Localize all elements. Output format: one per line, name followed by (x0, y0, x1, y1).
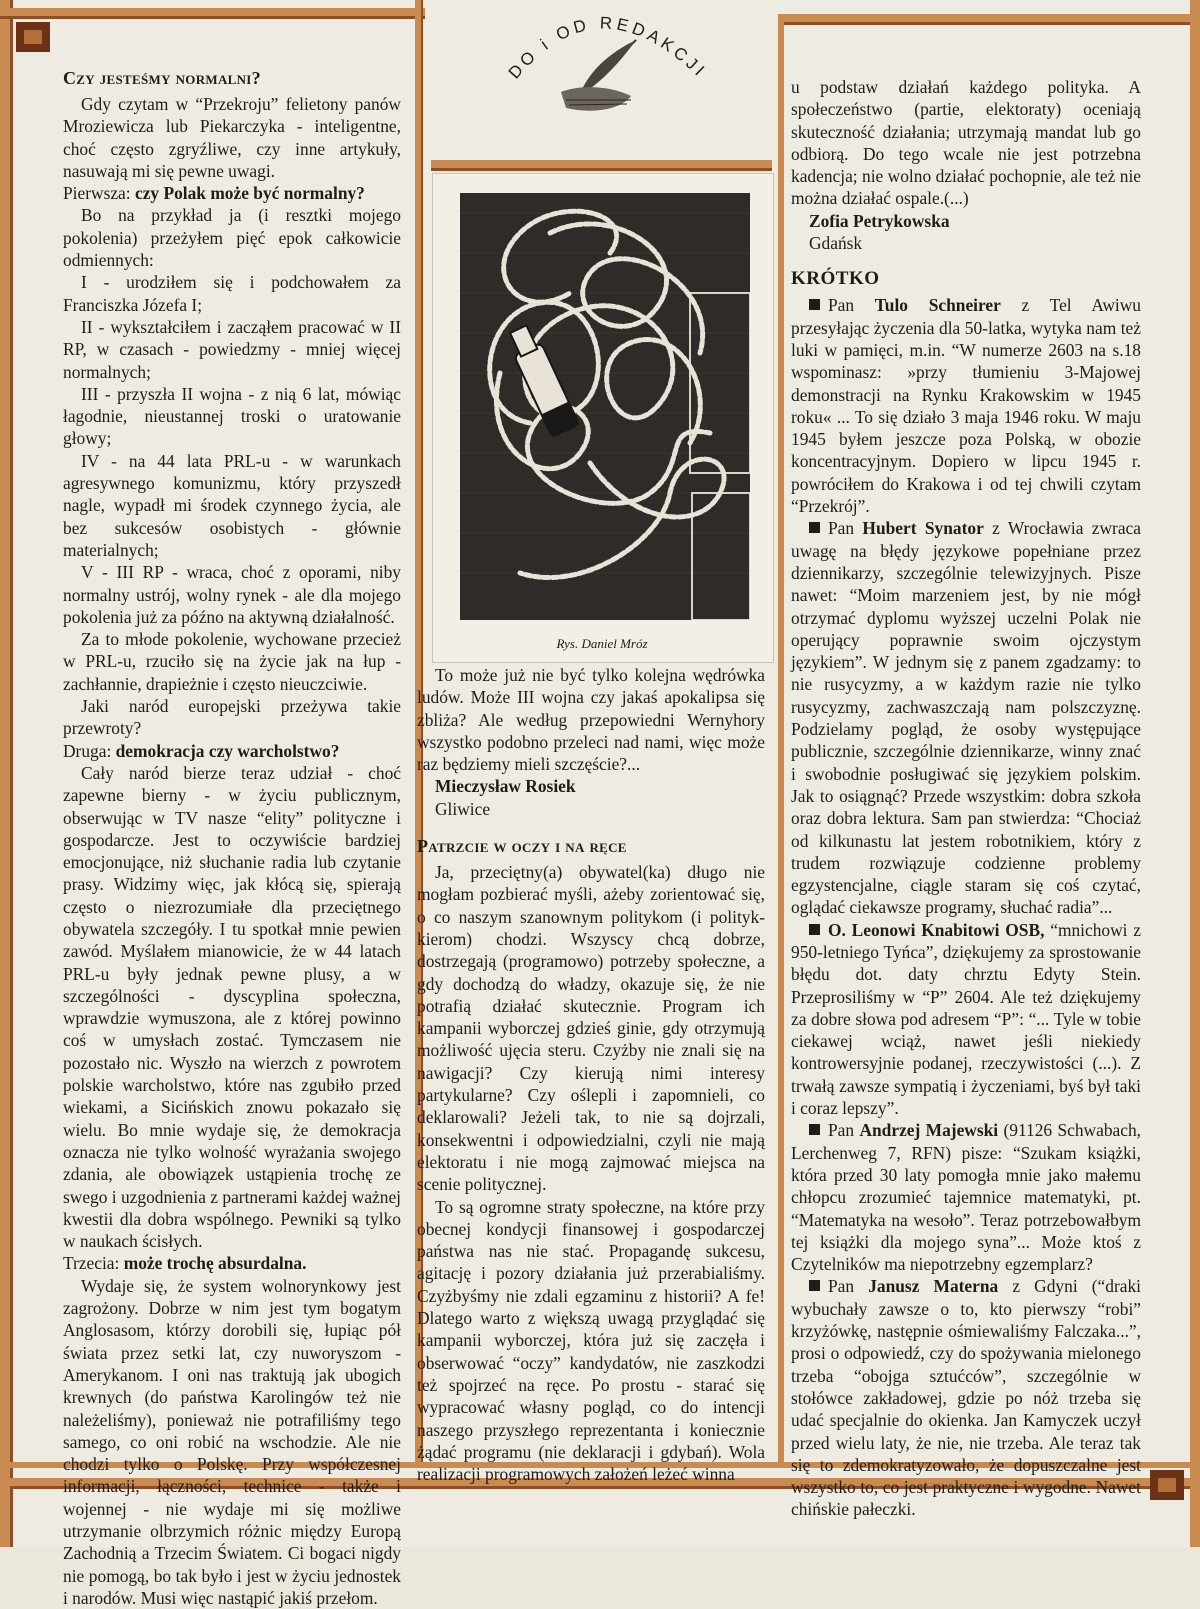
square-bullet-icon (809, 1280, 820, 1291)
q3-text: może trochę absurdalna. (123, 1253, 307, 1274)
square-bullet-icon (809, 924, 820, 935)
q1-lead: Pierwsza: (63, 183, 135, 204)
left-paragraph: I - urodziłem się i podchowałem za Franciszka Józefa I; (63, 272, 401, 315)
right-col-divider (778, 14, 784, 1462)
left-paragraph: Wydaje się, że system wolnorynkowy jest zagrożony. Dobrze w nim jest tym bogatym Anglosasom, którzy dorobili się, łupiąc pół świata przez setki lat, czy nuworyszom - Amerykanom. I oni nas traktują jak ubogich krewnych (do państwa Karolingów też nie należeliśmy), ponieważ nie potrafiliśmy tego samego, co oni robić na wschodzie. Ale nie chodzi tylko o Polskę. Przy współczesnej informacji, łączności, technice - także i wojennej - nie wydaje mi się możliwe utrzymanie olbrzymich różnic między Europą Zachodnią a Trzecim Światem. Ci bogaci nigdy nie pomogą, bo tak było i jest w życiu jednostek i narodów. Musi więc nastąpić jakiś przełom. (63, 1275, 401, 1608)
q2-text: demokracja czy warcholstwo? (115, 740, 340, 761)
square-bullet-icon (809, 299, 820, 310)
top-right-frame-strip (778, 14, 1200, 22)
item-text: z Wrocławia zwraca uwagę na błędy językowe popełniane przez dziennikarzy, szczególnie telewizyjnych. Pisze nawet: “Moim marzeniem jest, by nie mógł otrzymać dyplomu wyższej uczelni Polak nie operujący poprawnie swoim ojczystym językiem”. W jednym się z panem zgadzamy: to nie rusycyzmy, a w każdym razie nie tylko rusycyzmy, zachwaszczają nam polszczyznę. Podzielamy pogląd, że osoby występujące publicznie, szczególnie dziennikarze, winny znać i swobodnie posługiwać się językiem polskim. Jak to osiągnąć? Przede wszystkim: dobra szkoła oraz dobra lektura. Sam pan stwierdza: “Chociaż od kilkunastu lat jestem robotnikiem, który z trudem rozwiązuje codzienne problemy egzystencjalne, ciągle staram się coś czytać, oglądać ciekawsze programy, słuchać radia”... (791, 518, 1141, 918)
left-paragraph: IV - na 44 lata PRL-u - w warunkach agresywnego komunizmu, który przyszedł nagle, wypadł mi środek czynnego życia, ale bez sukcesów osobistych - głównie materialnych; (63, 450, 401, 560)
middle-paragraph: Ja, przeciętny(a) obywatel(ka) długo nie mogłam pozbierać myśli, ażeby zorientować się, o co naszym szanownym politykom (i polityk-kierom) chodzi. Wszyscy chcą dobrze, dostrzegają (programowo) potrzeby społeczne, a gdy dochodzą do władzy, okazuje się, że nie potrafią działać skutecznie. Program ich kampanii wyborczej gdzieś ginie, gdy otrzymują możliwość ujęcia steru. Czyżby nie znali się na nawigacji? Czy kierują nimi interesy partykularne? Czy oślepli i zapomnieli, co deklarowali? Jeżeli tak, to nie są dojrzali, konsekwentni i odpowiedzialni, czyli nie mają elektoratu i nie mogą zajmować miejsca na scenie politycznej. (417, 862, 765, 1195)
krotko-item (791, 919, 1141, 1120)
krotko-item (791, 1275, 1141, 1520)
item-lead: Pan (828, 518, 863, 539)
middle-signature-name: Mieczysław Rosiek (435, 776, 576, 797)
middle-signature-city: Gliwice (435, 798, 491, 819)
illustration-caption: Rys. Daniel Mróz (556, 636, 648, 651)
top-left-frame-inner (0, 16, 425, 19)
left-paragraph: Bo na przykład ja (i resztki mojego pokolenia) przeżyłem pięć epok całkowicie odmiennych: (63, 205, 401, 271)
illustration-svg (460, 193, 750, 620)
middle-paragraph: To może już nie być tylko kolejna wędrówka ludów. Może III wojna czy jakaś apokalipsa się zbliża? Ale według przepowiedni Wernyhory wszystko podobno przeleci nad nami, więc może raz będziemy mieli szczęście?... (417, 665, 765, 775)
item-name: Janusz Materna (868, 1276, 999, 1297)
right-signature-name: Zofia Petrykowska (809, 210, 950, 231)
krotko-item (791, 294, 1141, 517)
left-paragraph: III - przyszła II wojna - z nią 6 lat, mówiąc łagodnie, nieustannej troski o uratowanie głowy; (63, 383, 401, 449)
top-right-frame-inner (778, 22, 1200, 25)
square-bullet-icon (809, 522, 820, 533)
left-paragraph: Gdy czytam w “Przekroju” felietony panów Mroziewicza lub Piekarczyka - inteligentne, choć często zgryźliwe, czy inne artykuły, nasuwają mi się pewne uwagi. (63, 94, 401, 181)
left-frame-strip (0, 0, 10, 1547)
corner-ornament-top-left-accent (24, 30, 42, 44)
left-paragraph: Za to młode pokolenie, wychowane przecież w PRL-u, rzuciło się na życie jak na łup - zachłannie, drapieżnie i często nieuczciwie. (63, 629, 401, 694)
q2-lead: Druga: (63, 740, 116, 761)
item-lead: Pan (828, 1120, 860, 1141)
item-lead: Pan (828, 295, 875, 316)
left-column (63, 68, 401, 1609)
left-paragraph: V - III RP - wraca, choć z oporami, niby normalny ustrój, wolny rynek - ale dla mojego pokolenia już za późno na aktywną działalność. (63, 562, 401, 627)
item-name: O. Leonowi Knabitowi OSB, (828, 919, 1045, 940)
item-text: (91126 Schwabach, Lerchenweg 7, RFN) pisze: “Szukam książki, która przed 30 laty pomogła mnie jako małemu chłopcu zrozumieć tajemnice matematyki, pt. “Matematyka na wesoło”. Teraz potrzebowałbym tej książki dla mojego syna”... Może ktoś z Czytelników ma niepotrzebny egzemplarz? (791, 1120, 1142, 1275)
banner-base-inner (431, 168, 772, 171)
left-frame-inner (10, 0, 13, 1547)
right-paragraph: u podstaw działań każdego polityka. A społeczeństwo (partie, elektoraty) oceniają skuteczność działania; utrzymają mandat lub go odbiorą. Do tego wcale nie jest potrzebna kadencja; nie wolno działać pochopnie, ale też nie można działać ospale.(...) (791, 77, 1141, 209)
right-column (791, 76, 1141, 1521)
banner-title-path: DO i OD REDAKCJI (504, 13, 711, 83)
corner-ornament-bottom-right-accent (1158, 1478, 1176, 1492)
krotko-heading: KRÓTKO (791, 268, 880, 290)
middle-heading: Patrzcie w oczy i na ręce (417, 836, 627, 857)
q1-text: czy Polak może być normalny? (134, 183, 365, 204)
banner-svg (431, 0, 772, 160)
item-name: Andrzej Majewski (859, 1120, 999, 1141)
right-frame-strip (1190, 0, 1200, 1547)
q3-lead: Trzecia: (63, 1253, 124, 1274)
krotko-item (791, 1119, 1141, 1275)
right-signature-city: Gdańsk (809, 233, 863, 254)
left-paragraph: Jaki naród europejski przeżywa takie przewroty? (63, 696, 401, 739)
top-left-frame-strip (0, 8, 425, 16)
left-question-1 (63, 182, 401, 204)
left-paragraph: II - wykształciłem i zacząłem pracować w II RP, w czasach - powiedzmy - mniej więcej normalnych; (63, 316, 401, 382)
middle-column (417, 664, 765, 1485)
quill-pen-icon (561, 40, 636, 111)
item-lead: Pan (828, 1276, 869, 1297)
illustration-drawing (460, 193, 750, 620)
square-bullet-icon (809, 1124, 820, 1135)
item-name: Hubert Synator (862, 518, 984, 539)
banner-base-strip (431, 160, 772, 168)
item-text: “mnichowi z 950-letniego Tyńca”, dziękujemy za sprostowanie błędu dot. daty chrztu Edyty Stein. Przeprosiliśmy w “P” 2604. Ale też dziękujemy za dobre słowa pod adresem “P”: “... Tyle w tobie ciekawej wciąż, nawet jeśli niekiedy kontrowersyjnie podanej, rzeczywistości (...). Z trwałą zawsze sympatią i życzeniami, byś był taki i coraz lepszy”. (791, 919, 1141, 1119)
item-name: Tulo Schneirer (874, 295, 1001, 316)
middle-paragraph: To są ogromne straty społeczne, na które przy obecnej kondycji finansowej i gospodarczej państwa nas nie stać. Propagandę sukcesu, agitację i pozory działania już przerabialiśmy. Czyżbyśmy nie zdali egzaminu z historii? A fe! Dlatego warto z większą uwagą przyglądać się kampanii wyborczej, która już się zaczęła i obserwować “oczy” kandydatów, nie zaszkodzi też spojrzeć na ręce. Po prostu - starać się wypracować własny pogląd, co do intencji naszego przyszłego reprezentanta i koniecznie żądać programu (nie deklaracji i gdybań). Wola realizacji programowych założeń leżeć winna (417, 1196, 765, 1485)
left-heading: Czy jesteśmy normalni? (63, 68, 261, 88)
left-question-3 (63, 1252, 401, 1274)
section-banner (431, 0, 772, 160)
item-text: z Gdyni (“draki wybuchały zawsze o to, kto pierwszy “robi” krzyżówkę, następnie ośmiewaliśmy Falczaka...”, prosi o odpowiedź, czy do spożywania mielonego trzeba “obojga sztućców”, szczególnie w stołówce zakładowej, gdzie po nóż trzeba się udać specjalnie do okienka. Jan Kamyczek uczył przed wielu laty, że nie, nie trzeba. Ale teraz tak się to zdemokratyzowało, że dopuszczalne jest wszystko to, co jest praktyczne i wygodne. Nawet chińskie pałeczki. (791, 1276, 1142, 1520)
krotko-item (791, 517, 1141, 918)
left-paragraph: Cały naród bierze teraz udział - choć zapewne bierny - w życiu publicznym, obserwując w TV nasze “elity” polityczne i gospodarcze. Jest to oczywiście bardziej emocjonujące, niż słuchanie radia lub czytanie prasy. Widzimy więc, jak kłócą się, spierają często o niezrozumiałe dla przeciętnego obywatela szczegóły. I tu spotkał mnie pewien zawód. Myślałem mianowicie, że w 44 latach PRL-u były jednak pewne plusy, a w szczególności - dyscyplina społeczna, wprawdzie wymuszona, ale z której powinno coś w umysłach zostać. Tymczasem nie pozostało nic. Wyszło na wierzch z powrotem polskie warcholstwo, które nas zgubiło przed wiekami, a Sicińskich znowu pokazało się wielu. Bo mnie wydaje się, że demokracja oznacza nie tylko wolność wyrażania swojego zdania, ale obowiązek ustąpienia trochę ze swego i uzgodnienia z partnerami każdej ważnej kwestii dla dobra wspólnego. Pewniki są tylko w naukach ścisłych. (63, 762, 402, 1252)
left-question-2 (63, 740, 401, 762)
item-text: z Tel Awiwu przesyłając życzenia dla 50-latka, wytyka nam też luki w pamięci, m.in. “W numerze 2603 na s.18 wspominasz: »przy tłumieniu 3-Majowej demonstracji na Rynku Krakowskim w 1945 roku« ... To się działo 3 maja 1946 roku. W maju 1945 byłem jeszcze poza Polską, w obozie koncentracyjnym. Dopiero w lipcu 1945 r. powróciłem do Krakowa i od tej chwili czytam “Przekrój”. (791, 295, 1141, 517)
